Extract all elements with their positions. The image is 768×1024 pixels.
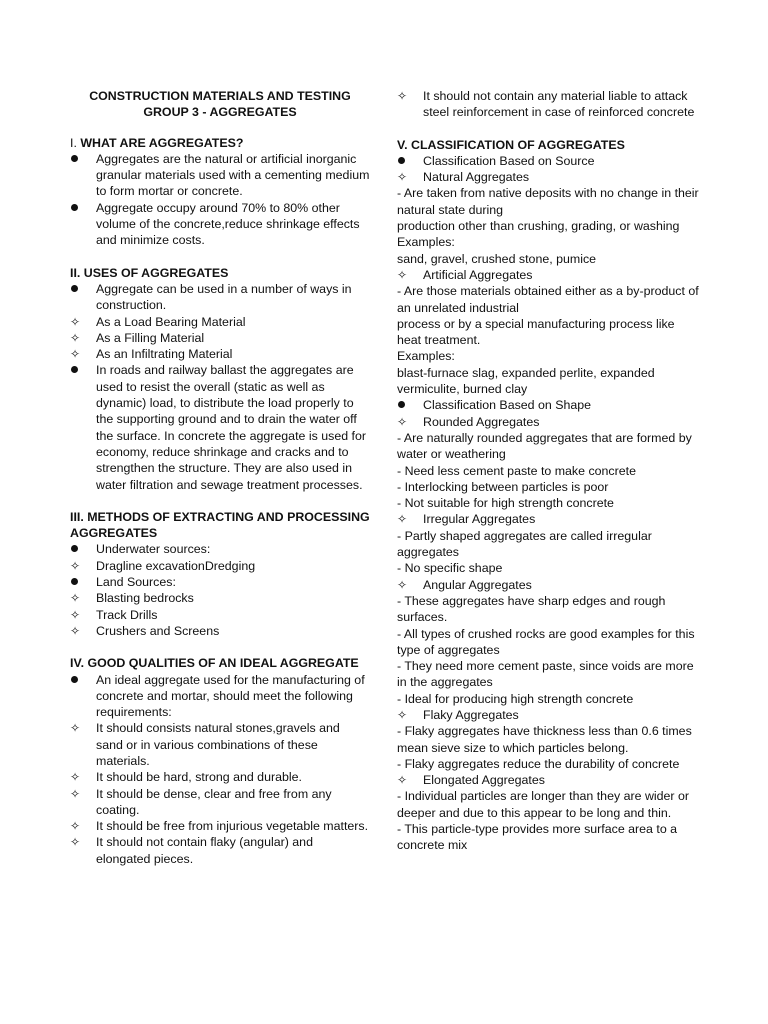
document-subtitle: GROUP 3 - AGGREGATES [143,105,297,120]
list-item [70,330,370,346]
list-item [70,786,370,819]
text-line: - These aggregates have sharp edges and rough surfaces. [397,593,666,625]
list-item-text: It should consists natural stones,gravels and sand or in various combinations of these materials. [96,721,340,768]
star-bullet-icon: ✧ [70,623,81,638]
list-item-text: It should be free from injurious vegetable matters. [96,819,369,834]
star-bullet-icon: ✧ [397,577,408,592]
star-bullet-icon: ✧ [70,591,81,606]
text-line: sand, gravel, crushed stone, pumice [397,251,597,266]
star-bullet-icon: ✧ [70,314,81,329]
list-item [70,314,370,330]
star-bullet-icon: ✧ [397,773,408,788]
text-line: process or by a special manufacturing process like heat treatment. [397,316,675,348]
bullet-dot-icon [70,281,96,314]
text-line: - Flaky aggregates reduce the durability of concrete [397,756,680,771]
star-bullet-icon: ✧ [70,819,81,834]
list-item [397,511,702,527]
list-item [70,818,370,834]
text-line: - This particle-type provides more surface area to a concrete mix [397,822,678,853]
text-line: - Ideal for producing high strength concrete [397,691,634,706]
subsection-label: Angular Aggregates [423,577,532,592]
bullet-dot-icon [70,200,96,249]
text-line: - Not suitable for high strength concrete [397,496,614,511]
text-line: - No specific shape [397,561,503,576]
text-line: - All types of crushed rocks are good examples for this type of aggregates [397,626,695,657]
list-item-text: As a Filling Material [96,330,205,345]
text-line: - Partly shaped aggregates are called irregular aggregates [397,528,652,560]
list-item [70,346,370,362]
section-1-title: WHAT ARE AGGREGATES? [80,135,244,150]
bullet-dot-icon [397,397,423,413]
list-item [70,590,370,606]
text-line: - Interlocking between particles is poor [397,479,609,494]
bold-star-bullet-icon: ✧ [397,414,408,429]
list-item-text: An ideal aggregate used for the manufacturing of concrete and mortar, should meet the following requirements: [96,672,365,720]
list-item-text: In roads and railway ballast the aggregates are used to resist the overall (static as well as dynamic) load, to distribute the load properly to the supporting ground and to drain the water off the surface. In concrete the aggregate is used for economy, reduce shrinkage and cracks and to strengthen the structure. They are also used in water filtration and sewage treatment processes. [96,363,367,492]
list-item [397,88,702,121]
section-1-heading [70,135,370,151]
right-column [397,88,702,854]
list-item [70,281,370,314]
list-item [397,153,702,169]
list-item-text: As a Load Bearing Material [96,314,246,329]
list-item [397,577,702,593]
list-item-text: It should be dense, clear and free from any coating. [96,786,332,817]
section-2-heading: II. USES OF AGGREGATES [70,265,229,280]
list-item [70,362,370,492]
bold-star-bullet-icon: ✧ [397,170,408,185]
bullet-dot-icon [397,153,423,169]
subsection-label: Flaky Aggregates [423,707,519,722]
list-item [397,707,702,723]
document-title: CONSTRUCTION MATERIALS AND TESTING [89,89,351,103]
text-line: - Are those materials obtained either as a by-product of an unrelated industrial [397,284,699,315]
star-bullet-icon: ✧ [70,835,81,850]
list-item-text: Crushers and Screens [96,623,220,638]
bullet-dot-icon [70,151,96,200]
section-5-heading: V. CLASSIFICATION OF AGGREGATES [397,137,625,152]
list-item [70,769,370,785]
text-line: blast-furnace slag, expanded perlite, expanded vermiculite, burned clay [397,365,655,397]
section-3-heading: III. METHODS OF EXTRACTING AND PROCESSING AGGREGATES [70,509,370,541]
list-item-text: As an Infiltrating Material [96,347,233,362]
list-item-text: Land Sources: [96,575,176,590]
bullet-dot-icon [70,672,96,721]
text-line: - Are naturally rounded aggregates that are formed by water or weathering [397,430,692,462]
list-item-text: Track Drills [96,607,158,622]
star-bullet-icon: ✧ [397,707,408,722]
text-line: production other than crushing, grading, or washing [397,219,680,234]
star-bullet-icon: ✧ [70,607,81,622]
subsection-label: Classification Based on Shape [423,398,592,413]
list-item-text: Dragline excavationDredging [96,558,256,573]
text-line: - They need more cement paste, since voids are more in the aggregates [397,659,694,690]
list-item [70,834,370,867]
star-bullet-icon: ✧ [397,512,408,527]
bullet-dot-icon [70,574,96,590]
subsection-label: Classification Based on Source [423,153,595,168]
list-item-text: Aggregate occupy around 70% to 80% other volume of the concrete,reduce shrinkage effects and minimize costs. [96,200,360,248]
text-line: - Individual particles are longer than they are wider or deeper and due to this appear to be long and thin. [397,789,690,820]
text-line: - Flaky aggregates have thickness less than 0.6 times mean sieve size to which particles belong. [397,724,692,755]
list-item [70,623,370,639]
subsection-label: Rounded Aggregates [423,414,540,429]
list-item [397,772,702,788]
list-item [70,607,370,623]
star-bullet-icon: ✧ [397,89,408,103]
subsection-label: Artificial Aggregates [423,267,533,282]
list-item-text: Aggregate can be used in a number of ways in construction. [96,281,352,313]
list-item-text: It should not contain any material liable to attack steel reinforcement in case of reinforced concrete [423,89,695,120]
section-1-number: I. [70,135,81,150]
list-item-text: It should not contain flaky (angular) and elongated pieces. [96,835,313,866]
star-bullet-icon: ✧ [70,786,81,801]
text-line: - Are taken from native deposits with no change in their natural state during [397,186,699,217]
text-line: Examples: [397,349,455,364]
left-column [70,88,370,867]
list-item [70,541,370,557]
star-bullet-icon: ✧ [70,330,81,345]
bullet-dot-icon [70,362,96,492]
text-line: - Need less cement paste to make concrete [397,463,636,478]
star-bullet-icon: ✧ [70,770,81,785]
subsection-label: Irregular Aggregates [423,512,536,527]
list-item [397,397,702,413]
list-item-text: Underwater sources: [96,542,211,557]
list-item [70,672,370,721]
list-item [397,267,702,283]
list-item [70,720,370,769]
subsection-label: Elongated Aggregates [423,773,545,788]
list-item [397,414,702,430]
list-item [397,169,702,185]
star-bullet-icon: ✧ [70,721,81,736]
list-item-text: Aggregates are the natural or artificial inorganic granular materials used with a cementing medium to form mortar or concrete. [96,151,370,199]
list-item [70,558,370,574]
list-item-text: It should be hard, strong and durable. [96,770,302,785]
list-item [70,200,370,249]
subsection-label: Natural Aggregates [423,170,530,185]
list-item [70,574,370,590]
list-item-text: Blasting bedrocks [96,591,194,606]
bold-star-bullet-icon: ✧ [397,267,408,282]
star-bullet-icon: ✧ [70,347,81,362]
bullet-dot-icon [70,541,96,557]
star-bullet-icon: ✧ [70,558,81,573]
list-item [70,151,370,200]
text-line: Examples: [397,235,455,250]
section-4-heading: IV. GOOD QUALITIES OF AN IDEAL AGGREGATE [70,656,359,671]
